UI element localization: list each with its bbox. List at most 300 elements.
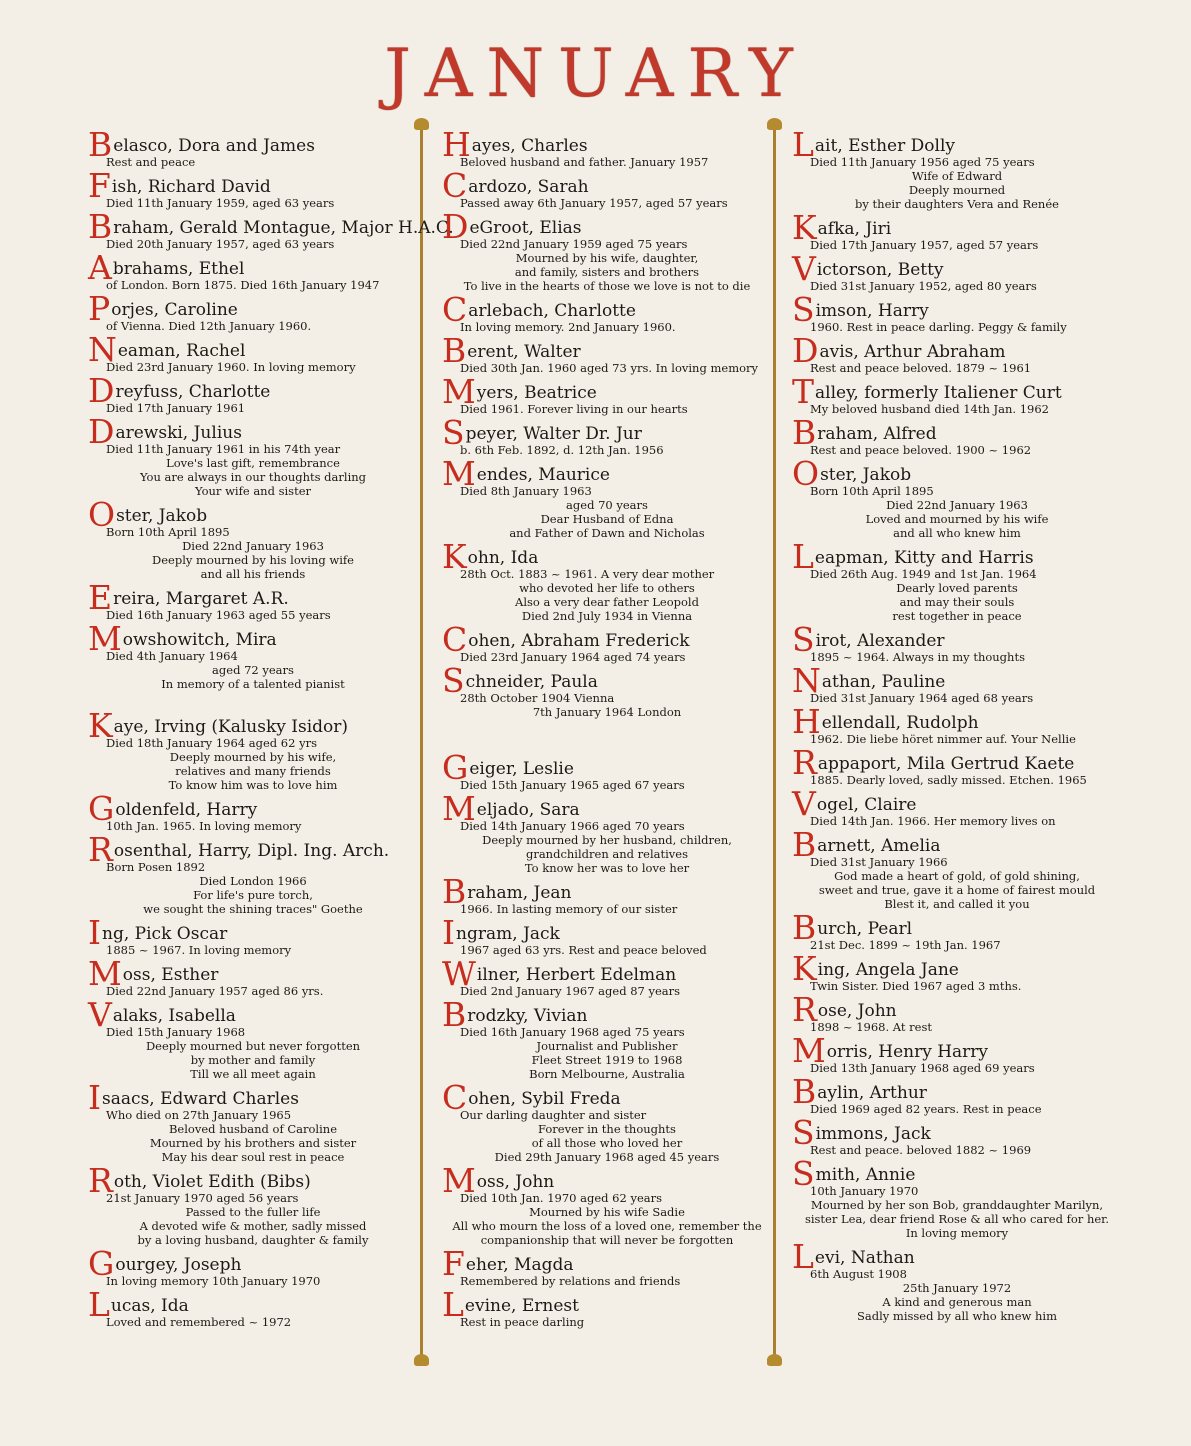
memorial-entry xyxy=(792,1154,1122,1240)
entry-text-line: God made a heart of gold, of gold shining, xyxy=(834,869,1080,883)
entry-text-line: Died 4th January 1964 xyxy=(106,649,238,663)
initial-capital: R xyxy=(88,830,113,869)
initial-capital: L xyxy=(442,1285,464,1324)
memorial-entry xyxy=(88,1078,418,1164)
memorial-entry xyxy=(88,207,454,251)
name-rest: yers, Beatrice xyxy=(476,383,597,403)
name-rest: ster, Jakob xyxy=(116,506,208,526)
entry-text-line: Died 23rd January 1964 aged 74 years xyxy=(460,650,686,664)
memorial-entry xyxy=(442,620,772,664)
name-rest: arnett, Amelia xyxy=(817,836,941,856)
entry-text-line: Died 17th January 1961 xyxy=(106,401,246,415)
memorial-entry xyxy=(792,125,1122,211)
entry-text-line: 1967 aged 63 yrs. Rest and peace beloved xyxy=(460,943,707,957)
entry-text-line: Died 8th January 1963 xyxy=(460,484,592,498)
name-rest: afka, Jiri xyxy=(817,219,892,239)
name-rest: ng, Pick Oscar xyxy=(102,924,228,944)
memorial-entry xyxy=(442,954,772,998)
entry-text-line: Fleet Street 1919 to 1968 xyxy=(531,1053,683,1067)
entry-text-line: and family, sisters and brothers xyxy=(514,265,700,279)
entry-text-line: 1960. Rest in peace darling. Peggy & family xyxy=(810,320,1067,334)
name-rest: eher, Magda xyxy=(465,1255,574,1275)
entry-text-line: Died 13th January 1968 aged 69 years xyxy=(810,1061,1035,1075)
name-rest: ourgey, Joseph xyxy=(115,1255,242,1275)
name-rest: ose, John xyxy=(817,1001,897,1021)
initial-capital: V xyxy=(88,995,112,1034)
entry-text-line: Your wife and sister xyxy=(195,484,311,498)
entry-text-line: In memory of a talented pianist xyxy=(161,677,345,691)
initial-capital: C xyxy=(442,290,468,329)
name-rest: ucas, Ida xyxy=(110,1296,189,1316)
name-rest: oss, Esther xyxy=(122,965,219,985)
memorial-entry xyxy=(88,619,418,691)
memorial-entry xyxy=(792,249,1122,293)
entry-text-line: Died 11th January 1956 aged 75 years xyxy=(810,155,1035,169)
name-rest: ictorson, Betty xyxy=(816,260,944,280)
name-rest: evine, Ernest xyxy=(464,1296,579,1316)
name-rest: raham, Alfred xyxy=(817,424,937,444)
initial-capital: H xyxy=(792,702,821,741)
memorial-entry xyxy=(792,372,1122,416)
memorial-entry xyxy=(792,949,1122,993)
memorial-entry xyxy=(442,913,772,957)
entry-text-line: Died 31st January 1966 xyxy=(810,855,948,869)
initial-capital: B xyxy=(88,125,113,164)
entry-text-line: For life's pure torch, xyxy=(193,888,313,902)
name-rest: saacs, Edward Charles xyxy=(102,1089,299,1109)
entry-text-line: Rest and peace beloved. 1900 ~ 1962 xyxy=(810,443,1032,457)
entry-text-line: Passed away 6th January 1957, aged 57 years xyxy=(460,196,728,210)
entry-text-line: 10th January 1970 xyxy=(810,1184,919,1198)
initial-capital: T xyxy=(792,372,815,411)
entry-text-line: 10th Jan. 1965. In loving memory xyxy=(106,819,302,833)
initial-capital: R xyxy=(792,743,817,782)
entry-text-line: 1895 ~ 1964. Always in my thoughts xyxy=(810,650,1025,664)
entry-text-line: My beloved husband died 14th Jan. 1962 xyxy=(810,402,1050,416)
entry-text-line: Till we all meet again xyxy=(190,1067,316,1081)
entry-text-line: aged 70 years xyxy=(566,498,648,512)
initial-capital: I xyxy=(442,913,456,952)
entry-text-line: To live in the hearts of those we love is not to die xyxy=(463,279,751,293)
initial-capital: M xyxy=(442,1161,476,1200)
name-rest: ogel, Claire xyxy=(816,795,917,815)
entry-text-line: Rest and peace xyxy=(106,155,196,169)
memorial-entry xyxy=(442,125,772,169)
name-rest: ait, Esther Dolly xyxy=(814,136,955,156)
initial-capital: P xyxy=(88,289,111,328)
entry-text-line: Died 16th January 1963 aged 55 years xyxy=(106,608,331,622)
entry-text-line: and all who knew him xyxy=(893,526,1021,540)
initial-capital: N xyxy=(88,330,117,369)
entry-text-line: Mourned by her son Bob, granddaughter Marilyn, xyxy=(810,1198,1104,1212)
entry-text-line: A devoted wife & mother, sadly missed xyxy=(139,1219,367,1233)
memorial-entry xyxy=(442,995,772,1081)
name-rest: erent, Walter xyxy=(467,342,581,362)
memorial-entry xyxy=(442,1285,772,1329)
memorial-entry xyxy=(88,125,418,169)
initial-capital: F xyxy=(442,1244,465,1283)
initial-capital: B xyxy=(442,331,467,370)
name-rest: ilner, Herbert Edelman xyxy=(476,965,677,985)
entry-text-line: Died 2nd January 1967 aged 87 years xyxy=(460,984,681,998)
memorial-entry xyxy=(88,495,418,581)
entry-text-line: All who mourn the loss of a loved one, remember the xyxy=(452,1219,762,1233)
memorial-entry xyxy=(88,913,418,957)
initial-capital: O xyxy=(88,495,116,534)
entry-text-line: relatives and many friends xyxy=(175,764,331,778)
memorial-entry xyxy=(792,413,1122,457)
entry-text-line: Sadly missed by all who knew him xyxy=(856,1309,1057,1323)
entry-text-line: Dearly loved parents xyxy=(896,581,1018,595)
memorial-entry xyxy=(442,166,772,210)
memorial-entry xyxy=(88,995,418,1081)
initial-capital: K xyxy=(442,537,467,576)
entry-text-line: Love's last gift, remembrance xyxy=(166,456,340,470)
name-rest: ish, Richard David xyxy=(111,177,271,197)
name-rest: eljado, Sara xyxy=(476,800,580,820)
memorial-entry xyxy=(792,208,1122,252)
initial-capital: B xyxy=(442,872,467,911)
memorial-entry xyxy=(792,1031,1122,1075)
name-rest: ayes, Charles xyxy=(471,136,588,156)
entry-text-line: To know her was to love her xyxy=(524,861,690,875)
name-rest: alaks, Isabella xyxy=(112,1006,236,1026)
name-rest: brahams, Ethel xyxy=(112,259,245,279)
initial-capital: S xyxy=(442,413,465,452)
memorial-entry xyxy=(442,207,772,293)
memorial-entry xyxy=(792,1237,1122,1323)
name-rest: oth, Violet Edith (Bibs) xyxy=(113,1172,311,1192)
memorial-entry xyxy=(88,371,418,415)
name-rest: mith, Annie xyxy=(815,1165,916,1185)
entry-text-line: Died 30th Jan. 1960 aged 73 yrs. In loving memory xyxy=(460,361,759,375)
name-rest: immons, Jack xyxy=(815,1124,931,1144)
initial-capital: M xyxy=(442,454,476,493)
entry-text-line: sister Lea, dear friend Rose & all who cared for her. xyxy=(804,1212,1110,1226)
name-rest: alley, formerly Italiener Curt xyxy=(815,383,1062,403)
memorial-entry xyxy=(792,290,1122,334)
initial-capital: S xyxy=(792,1154,815,1193)
memorial-entry xyxy=(792,784,1122,828)
entry-text-line: grandchildren and relatives xyxy=(525,847,689,861)
entry-text-line: A kind and generous man xyxy=(882,1295,1032,1309)
initial-capital: G xyxy=(442,748,469,787)
entry-text-line: by their daughters Vera and Renée xyxy=(855,197,1059,211)
right-ornamental-divider xyxy=(773,128,776,1356)
entry-text-line: and all his friends xyxy=(200,567,306,581)
memorial-entry xyxy=(88,954,418,998)
entry-text-line: who devoted her life to others xyxy=(519,581,695,595)
name-rest: ohen, Abraham Frederick xyxy=(468,631,690,651)
name-rest: arewski, Julius xyxy=(115,423,242,443)
initial-capital: S xyxy=(442,661,465,700)
name-rest: ohen, Sybil Freda xyxy=(468,1089,621,1109)
name-rest: osenthal, Harry, Dipl. Ing. Arch. xyxy=(113,841,390,861)
memorial-entry xyxy=(442,748,772,792)
entry-text-line: Died 16th January 1968 aged 75 years xyxy=(460,1025,685,1039)
entry-text-line: To know him was to love him xyxy=(168,778,338,792)
initial-capital: E xyxy=(88,578,113,617)
name-rest: eGroot, Elias xyxy=(469,218,582,238)
entry-text-line: 1962. Die liebe höret nimmer auf. Your Nellie xyxy=(810,732,1076,746)
entry-text-line: 28th October 1904 Vienna xyxy=(460,691,615,705)
initial-capital: D xyxy=(442,207,469,246)
entry-text-line: Mourned by his wife, daughter, xyxy=(515,251,699,265)
page-title: JANUARY xyxy=(384,35,807,112)
name-rest: peyer, Walter Dr. Jur xyxy=(465,424,642,444)
memorial-entry xyxy=(442,372,772,416)
initial-capital: B xyxy=(792,413,817,452)
initial-capital: I xyxy=(88,1078,102,1117)
entry-text-line: Mourned by his wife Sadie xyxy=(529,1205,685,1219)
entry-text-line: May his dear soul rest in peace xyxy=(161,1150,345,1164)
initial-capital: F xyxy=(88,166,111,205)
entry-text-line: of Vienna. Died 12th January 1960. xyxy=(106,319,312,333)
entry-text-line: and Father of Dawn and Nicholas xyxy=(509,526,705,540)
initial-capital: D xyxy=(88,371,115,410)
entry-text-line: by mother and family xyxy=(190,1053,316,1067)
entry-text-line: Died 11th January 1961 in his 74th year xyxy=(106,442,341,456)
entry-text-line: 21st Dec. 1899 ~ 19th Jan. 1967 xyxy=(810,938,1001,952)
initial-capital: S xyxy=(792,290,815,329)
name-rest: aylin, Arthur xyxy=(817,1083,927,1103)
entry-text-line: Died 22nd January 1963 xyxy=(886,498,1028,512)
name-rest: raham, Jean xyxy=(467,883,572,903)
entry-text-line: Twin Sister. Died 1967 aged 3 mths. xyxy=(810,979,1022,993)
entry-text-line: Died 22nd January 1963 xyxy=(182,539,324,553)
entry-text-line: Deeply mourned by her husband, children, xyxy=(482,833,732,847)
memorial-entry xyxy=(88,330,418,374)
name-rest: ster, Jakob xyxy=(820,465,912,485)
memorial-entry xyxy=(792,702,1122,746)
initial-capital: V xyxy=(792,249,816,288)
entry-text-line: Died 17th January 1957, aged 57 years xyxy=(810,238,1039,252)
memorial-entry xyxy=(88,248,418,292)
entry-text-line: 1966. In lasting memory of our sister xyxy=(460,902,678,916)
column-middle xyxy=(442,125,772,1329)
column-right xyxy=(792,125,1122,1323)
memorial-entry xyxy=(792,620,1122,664)
entry-text-line: Loved and mourned by his wife xyxy=(865,512,1049,526)
entry-text-line: Deeply mourned by his wife, xyxy=(169,750,337,764)
initial-capital: B xyxy=(88,207,113,246)
memorial-entry xyxy=(88,578,418,622)
entry-text-line: Also a very dear father Leopold xyxy=(515,595,699,609)
memorial-entry xyxy=(442,413,772,457)
initial-capital: M xyxy=(442,372,476,411)
name-rest: endes, Maurice xyxy=(476,465,610,485)
initial-capital: B xyxy=(792,1072,817,1111)
entry-text-line: aged 72 years xyxy=(212,663,294,677)
name-rest: rodzky, Vivian xyxy=(467,1006,588,1026)
name-rest: appaport, Mila Gertrud Kaete xyxy=(817,754,1075,774)
name-rest: elasco, Dora and James xyxy=(113,136,315,156)
entry-text-line: 1898 ~ 1968. At rest xyxy=(810,1020,932,1034)
memorial-entry xyxy=(442,872,772,916)
left-ornamental-divider xyxy=(420,128,423,1356)
memorial-entry xyxy=(792,743,1122,787)
entry-text-line: Died 22nd January 1957 aged 86 yrs. xyxy=(106,984,324,998)
name-rest: arlebach, Charlotte xyxy=(468,301,636,321)
entry-text-line: and may their souls xyxy=(899,595,1015,609)
entry-text-line: we sought the shining traces" Goethe xyxy=(143,902,363,916)
memorial-entry xyxy=(792,661,1122,705)
initial-capital: B xyxy=(792,908,817,947)
entry-text-line: Remembered by relations and friends xyxy=(460,1274,681,1288)
memorial-entry xyxy=(792,537,1122,623)
entry-text-line: Loved and remembered ~ 1972 xyxy=(106,1315,292,1329)
column-left xyxy=(88,125,454,1329)
name-rest: reira, Margaret A.R. xyxy=(113,589,289,609)
entry-text-line: Died 18th January 1964 aged 62 yrs xyxy=(106,736,317,750)
entry-text-line: 25th January 1972 xyxy=(902,1281,1012,1295)
initial-capital: M xyxy=(88,619,122,658)
entry-text-line: Died 10th Jan. 1970 aged 62 years xyxy=(460,1191,663,1205)
entry-text-line: Blest it, and called it you xyxy=(884,897,1030,911)
entry-text-line: Wife of Edward xyxy=(911,169,1003,183)
entry-text-line: rest together in peace xyxy=(892,609,1022,623)
memorial-entry xyxy=(88,1285,418,1329)
initial-capital: B xyxy=(442,995,467,1034)
entry-text-line: Died 14th January 1966 aged 70 years xyxy=(460,819,685,833)
entry-text-line: Died 23rd January 1960. In loving memory xyxy=(106,360,356,374)
memorial-entry xyxy=(442,1244,772,1288)
name-rest: ellendall, Rudolph xyxy=(821,713,979,733)
entry-text-line: Rest and peace beloved. 1879 ~ 1961 xyxy=(810,361,1032,375)
entry-text-line: Died 22nd January 1959 aged 75 years xyxy=(460,237,688,251)
entry-text-line: Born 10th April 1895 xyxy=(810,484,934,498)
name-rest: chneider, Paula xyxy=(465,672,598,692)
name-rest: raham, Gerald Montague, Major H.A.C. xyxy=(113,218,454,238)
entry-text-line: Died 29th January 1968 aged 45 years xyxy=(494,1150,720,1164)
initial-capital: C xyxy=(442,1078,468,1117)
entry-text-line: 6th August 1908 xyxy=(810,1267,907,1281)
entry-text-line: Deeply mourned but never forgotten xyxy=(145,1039,361,1053)
entry-text-line: sweet and true, gave it a home of fairest mould xyxy=(818,883,1096,897)
entry-text-line: Died 11th January 1959, aged 63 years xyxy=(106,196,335,210)
entry-text-line: 28th Oct. 1883 ~ 1961. A very dear mother xyxy=(460,567,715,581)
memorial-entry xyxy=(88,1244,418,1288)
initial-capital: B xyxy=(792,825,817,864)
initial-capital: G xyxy=(88,1244,115,1283)
entry-text-line: Passed to the fuller life xyxy=(185,1205,321,1219)
name-rest: ardozo, Sarah xyxy=(468,177,589,197)
memorial-entry xyxy=(792,1072,1122,1116)
entry-text-line: Died 26th Aug. 1949 and 1st Jan. 1964 xyxy=(810,567,1037,581)
initial-capital: L xyxy=(792,125,814,164)
memorial-entry xyxy=(88,706,418,792)
initial-capital: L xyxy=(792,1237,814,1276)
name-rest: athan, Pauline xyxy=(821,672,946,692)
memorial-entry xyxy=(88,412,418,498)
entry-text-line: 7th January 1964 London xyxy=(532,705,682,719)
entry-text-line: Rest and peace. beloved 1882 ~ 1969 xyxy=(810,1143,1032,1157)
entry-text-line: Died 14th Jan. 1966. Her memory lives on xyxy=(810,814,1056,828)
name-rest: orris, Henry Harry xyxy=(826,1042,989,1062)
entry-text-line: You are always in our thoughts darling xyxy=(139,470,367,484)
initial-capital: V xyxy=(792,784,816,823)
initial-capital: D xyxy=(792,331,819,370)
name-rest: ngram, Jack xyxy=(456,924,560,944)
initial-capital: K xyxy=(792,949,817,988)
initial-capital: L xyxy=(88,1285,110,1324)
entry-text-line: Mourned by his brothers and sister xyxy=(149,1136,357,1150)
name-rest: ing, Angela Jane xyxy=(817,960,959,980)
entry-text-line: Died 15th January 1968 xyxy=(106,1025,246,1039)
initial-capital: M xyxy=(442,789,476,828)
memorial-entry xyxy=(442,537,772,623)
initial-capital: H xyxy=(442,125,471,164)
name-rest: evi, Nathan xyxy=(814,1248,915,1268)
entry-text-line: Died 2nd July 1934 in Vienna xyxy=(521,609,693,623)
initial-capital: K xyxy=(88,706,113,745)
name-rest: eiger, Leslie xyxy=(469,759,574,779)
entry-text-line: In loving memory. 2nd January 1960. xyxy=(460,320,676,334)
initial-capital: D xyxy=(88,412,115,451)
entry-text-line: Forever in the thoughts xyxy=(538,1122,676,1136)
name-rest: aye, Irving (Kalusky Isidor) xyxy=(113,717,349,737)
memorial-entry xyxy=(88,830,418,916)
entry-text-line: Died 1961. Forever living in our hearts xyxy=(460,402,688,416)
name-rest: owshowitch, Mira xyxy=(122,630,277,650)
entry-text-line: Died 15th January 1965 aged 67 years xyxy=(460,778,685,792)
entry-text-line: Who died on 27th January 1965 xyxy=(106,1108,292,1122)
initial-capital: C xyxy=(442,620,468,659)
entry-text-line: Deeply mourned by his loving wife xyxy=(152,553,354,567)
entry-text-line: Dear Husband of Edna xyxy=(540,512,674,526)
name-rest: urch, Pearl xyxy=(817,919,913,939)
name-rest: irot, Alexander xyxy=(815,631,945,651)
memorial-entry xyxy=(792,990,1122,1034)
entry-text-line: Died London 1966 xyxy=(199,874,307,888)
initial-capital: M xyxy=(88,954,122,993)
name-rest: orjes, Caroline xyxy=(111,300,238,320)
entry-text-line: Rest in peace darling xyxy=(460,1315,585,1329)
entry-text-line: 21st January 1970 aged 56 years xyxy=(106,1191,299,1205)
entry-text-line: Beloved husband of Caroline xyxy=(168,1122,337,1136)
initial-capital: O xyxy=(792,454,820,493)
entry-text-line: 1885. Dearly loved, sadly missed. Etchen. 1965 xyxy=(810,773,1087,787)
initial-capital: C xyxy=(442,166,468,205)
entry-text-line: Died 1969 aged 82 years. Rest in peace xyxy=(810,1102,1042,1116)
memorial-entry xyxy=(88,1161,418,1247)
name-rest: reyfuss, Charlotte xyxy=(115,382,271,402)
initial-capital: L xyxy=(792,537,814,576)
entry-text-line: Beloved husband and father. January 1957 xyxy=(460,155,709,169)
memorial-entry xyxy=(442,454,772,540)
entry-text-line: Died 20th January 1957, aged 63 years xyxy=(106,237,335,251)
name-rest: avis, Arthur Abraham xyxy=(819,342,1006,362)
entry-text-line: Born 10th April 1895 xyxy=(106,525,230,539)
memorial-entry xyxy=(792,908,1122,952)
memorial-entry xyxy=(442,331,772,375)
entry-text-line: companionship that will never be forgotten xyxy=(480,1233,734,1247)
name-rest: eaman, Rachel xyxy=(117,341,246,361)
memorial-entry xyxy=(88,166,418,210)
memorial-entry xyxy=(442,1161,772,1247)
entry-text-line: Died 31st January 1964 aged 68 years xyxy=(810,691,1034,705)
memorial-entry xyxy=(442,661,772,719)
initial-capital: S xyxy=(792,1113,815,1152)
initial-capital: R xyxy=(88,1161,113,1200)
memorial-entry xyxy=(442,1078,772,1164)
memorial-entry xyxy=(442,789,772,875)
memorial-entry xyxy=(88,789,418,833)
initial-capital: S xyxy=(792,620,815,659)
name-rest: oss, John xyxy=(476,1172,555,1192)
entry-text-line: Born Melbourne, Australia xyxy=(529,1067,685,1081)
entry-text-line: 1885 ~ 1967. In loving memory xyxy=(106,943,292,957)
